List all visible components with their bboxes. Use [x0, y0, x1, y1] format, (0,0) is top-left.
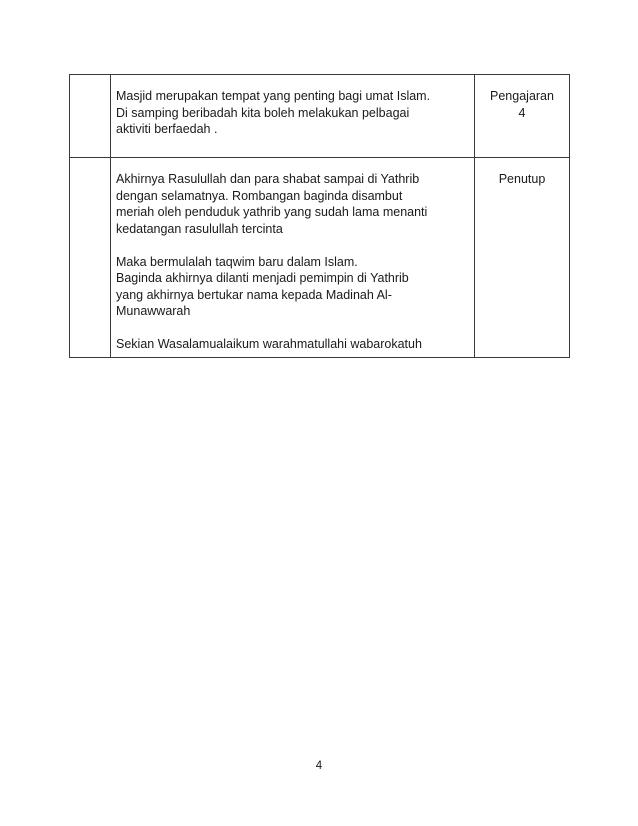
content-line: Baginda akhirnya dilanti menjadi pemimpin di Yathrib [116, 271, 409, 285]
content-line: kedatangan rasulullah tercinta [116, 221, 283, 236]
lesson-table [69, 74, 570, 358]
table-row [70, 75, 570, 158]
content-cell [111, 75, 475, 158]
content-line: dengan selamatnya. Rombangan baginda disambut [116, 188, 403, 203]
table-row [70, 158, 570, 358]
empty-cell [70, 158, 111, 358]
content-line: Masjid merupakan tempat yang penting bagi umat Islam. [116, 89, 431, 103]
content-cell [111, 158, 475, 358]
section-label-cell [475, 158, 570, 358]
content-line: Munawwarah [116, 304, 191, 318]
paragraph-gap [116, 320, 470, 337]
section-label: Penutup [498, 172, 546, 186]
content-line: Akhirnya Rasulullah dan para shabat sampai di Yathrib [116, 172, 420, 186]
section-label-number: 4 [518, 105, 526, 120]
section-label: Pengajaran [490, 89, 554, 103]
section-label-cell [475, 75, 570, 158]
content-line: yang akhirnya bertukar nama kepada Madinah Al- [116, 287, 392, 302]
content-line: meriah oleh penduduk yathrib yang sudah lama menanti [116, 205, 428, 219]
content-line: Di samping beribadah kita boleh melakukan pelbagai [116, 105, 410, 120]
content-line: aktiviti berfaedah . [116, 122, 218, 136]
content-line: Maka bermulalah taqwim baru dalam Islam. [116, 254, 358, 269]
content-line: Sekian Wasalamualaikum warahmatullahi wabarokatuh [116, 337, 422, 351]
paragraph-gap [116, 237, 470, 254]
empty-cell [70, 75, 111, 158]
page-number: 4 [315, 760, 323, 772]
